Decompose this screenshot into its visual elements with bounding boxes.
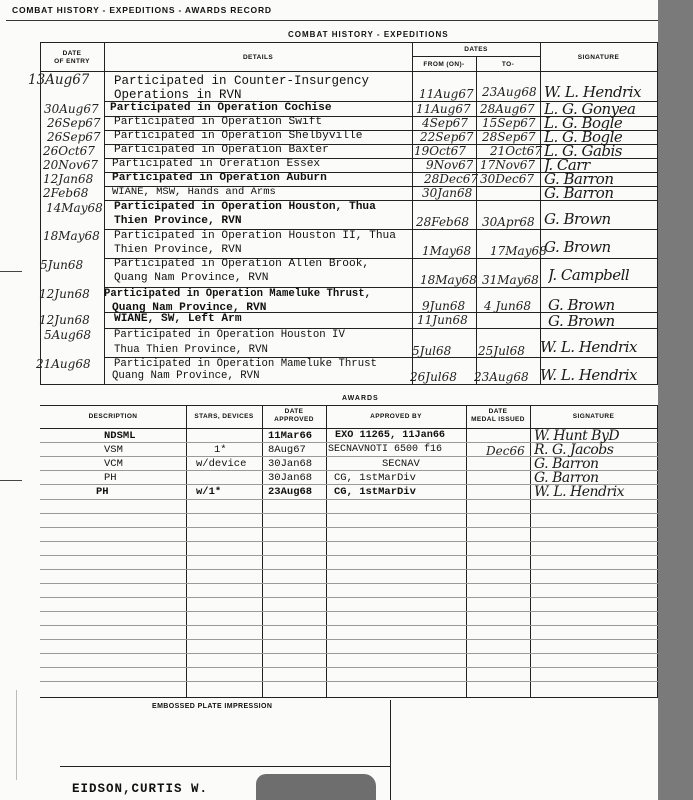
entry-detail: Participated in Oreration Essex — [112, 158, 321, 170]
entry-to-date: 23Aug68 — [474, 370, 529, 384]
award-date-approved: 30Jan68 — [268, 472, 313, 484]
entry-signature: W. L. Hendrix — [540, 366, 637, 384]
entry-to-date: 30Apr68 — [482, 215, 535, 229]
entry-from-date: 11Aug67 — [416, 102, 471, 116]
entry-detail: Participated in Operation Allen Brook, — [114, 258, 370, 270]
date-approved-header: DATE APPROVED — [274, 408, 314, 423]
entry-signature: G. Brown — [548, 296, 615, 314]
award-signature: W. L. Hendrix — [534, 484, 625, 500]
from-column-divider — [476, 56, 477, 384]
entry-date: 5Aug68 — [44, 328, 91, 342]
entry-from-date: 4Sep67 — [422, 116, 468, 130]
entry-to-date: 31May68 — [482, 273, 539, 287]
entry-detail: Participated in Operation Auburn — [112, 172, 327, 184]
entry-to-date: 30Dec67 — [480, 172, 534, 186]
entry-detail: Participated in Counter-Insurgency — [114, 74, 370, 88]
entry-signature: L. G. Bogle — [544, 114, 623, 132]
combat-header-top-rule — [40, 42, 658, 43]
award-description: PH — [104, 472, 117, 484]
entry-date: 21Aug68 — [36, 357, 91, 371]
date-medal-issued-header: DATE MEDAL ISSUED — [471, 408, 525, 423]
entry-date: 26Sep67 — [47, 116, 101, 130]
entry-to-date: 4 Jun68 — [484, 299, 531, 313]
entry-signature: G. Brown — [544, 210, 611, 228]
award-approved-by: SECNAVNOTI 6500 f16 — [328, 444, 443, 455]
award-approved-by: EXO 11265, 11Jan66 — [335, 430, 446, 441]
entry-signature: G. Barron — [544, 184, 614, 202]
entry-from-date: 11Aug67 — [419, 87, 474, 101]
entry-detail: Quang Nam Province, RVN — [112, 370, 260, 382]
award-date-approved: 23Aug68 — [268, 486, 313, 498]
award-row-rule — [40, 667, 658, 668]
form-title: COMBAT HISTORY - EXPEDITIONS - AWARDS RECORD — [12, 5, 272, 15]
award-row-rule — [40, 569, 658, 570]
page-edge-mark — [0, 480, 22, 481]
award-description: VSM — [104, 444, 123, 456]
award-row-rule — [40, 583, 658, 584]
award-row-rule — [40, 639, 658, 640]
award-description: PH — [96, 486, 109, 498]
entry-from-date: 22Sep67 — [420, 130, 474, 144]
entry-to-date: 21Oct67 — [490, 144, 542, 158]
entry-detail: WIANE, MSW, Hands and Arms — [112, 186, 276, 198]
entry-to-date: 25Jul68 — [478, 344, 525, 358]
embossed-plate-border — [390, 700, 391, 800]
entry-signature: W. L. Hendrix — [544, 83, 641, 101]
award-stars: w/1* — [196, 486, 222, 498]
award-description: NDSML — [104, 430, 136, 442]
award-row-rule — [40, 653, 658, 654]
award-date-issued: Dec66 — [486, 444, 525, 458]
entry-date: 13Aug67 — [28, 72, 90, 88]
entry-from-date: 11Jun68 — [417, 313, 468, 327]
entry-detail: Participated in Operation Mameluke Thrust — [114, 358, 377, 370]
entry-detail: Operations in RVN — [114, 88, 242, 102]
entry-to-date: 28Sep67 — [482, 130, 536, 144]
entry-from-date: 1May68 — [422, 244, 472, 258]
awards-section-title: AWARDS — [342, 395, 379, 402]
page-edge-mark — [0, 271, 22, 272]
award-signature: G. Barron — [534, 470, 599, 486]
entry-date: 2Feb68 — [43, 186, 89, 200]
approved-by-header: APPROVED BY — [370, 413, 422, 420]
award-date-approved: 30Jan68 — [268, 458, 313, 470]
embossed-plate-left-edge — [16, 690, 17, 780]
service-member-name: EIDSON,CURTIS W. — [72, 782, 209, 796]
award-signature: R. G. Jacobs — [534, 442, 614, 458]
entry-date: 26Oct67 — [43, 144, 95, 158]
entry-detail: Participated in Operation Cochise — [110, 102, 332, 114]
description-header: DESCRIPTION — [88, 413, 138, 420]
entry-to-date: 15Sep67 — [482, 116, 536, 130]
award-signature: W. Hunt ByD — [534, 428, 620, 444]
award-stars: 1* — [214, 444, 227, 456]
entry-from-date: 5Jul68 — [412, 344, 452, 358]
awards-signature-header: SIGNATURE — [572, 413, 615, 420]
entry-signature: G. Brown — [548, 312, 615, 330]
entry-from-date: 28Feb68 — [416, 215, 469, 229]
entry-detail: Thua Thien Province, RVN — [114, 344, 268, 356]
award-row-rule — [40, 513, 658, 514]
date-column-divider — [104, 42, 105, 384]
entry-detail: Thien Province, RVN — [114, 244, 242, 256]
entry-from-date: 19Oct67 — [414, 144, 466, 158]
to-header: TO- — [501, 61, 515, 68]
entry-from-date: 30Jan68 — [422, 186, 473, 200]
entry-signature: J. Carr — [544, 156, 590, 174]
entry-detail: Participated in Operation Houston, Thua — [114, 201, 376, 213]
award-description: VCM — [104, 458, 123, 470]
entry-date: 5Jun68 — [40, 258, 84, 272]
entry-from-date: 28Dec67 — [424, 172, 478, 186]
entry-from-date: 18May68 — [420, 273, 477, 287]
award-date-approved: 8Aug67 — [268, 444, 306, 456]
entry-detail: WIANE, SW, Left Arm — [114, 313, 242, 325]
entry-signature: G. Brown — [544, 238, 611, 256]
date-of-entry-header: DATE OF ENTRY — [54, 50, 90, 65]
award-date-approved: 11Mar66 — [268, 430, 313, 442]
award-row-rule — [40, 527, 658, 528]
entry-date: 12Jun68 — [39, 313, 90, 327]
redaction-block — [256, 774, 376, 800]
entry-detail: Participated in Operation Shelbyville — [114, 130, 363, 142]
award-approved-by: CG, 1stMarDiv — [334, 486, 416, 498]
entry-from-date: 9Nov67 — [426, 158, 474, 172]
combat-left-border — [40, 42, 41, 384]
dates-column-divider — [540, 42, 541, 384]
form-title-rule — [6, 20, 658, 21]
entry-detail: Participated in Operation Swift — [114, 116, 323, 128]
from-header: FROM (ON)- — [423, 61, 465, 68]
entry-to-date: 17Nov67 — [480, 158, 536, 172]
entry-detail: Quang Nam Province, RVN — [112, 302, 267, 314]
entry-to-date: 23Aug68 — [482, 85, 537, 99]
award-signature: G. Barron — [534, 456, 599, 472]
entry-detail: Participated in Operation Houston IV — [114, 329, 345, 341]
entry-date: 20Nov67 — [43, 158, 99, 172]
entry-detail: Quang Nam Province, RVN — [114, 272, 269, 284]
signature-header: SIGNATURE — [577, 54, 620, 61]
award-row-rule — [40, 555, 658, 556]
awards-bottom-rule — [40, 697, 658, 698]
embossed-plate-label: EMBOSSED PLATE IMPRESSION — [152, 703, 273, 710]
dates-header: DATES — [464, 46, 488, 53]
combat-bottom-rule — [40, 384, 658, 385]
entry-date: 12Jan68 — [43, 172, 94, 186]
award-row-rule — [40, 541, 658, 542]
scan-margin — [658, 0, 693, 800]
award-approved-by: SECNAV — [382, 458, 420, 470]
entry-signature: J. Campbell — [548, 266, 630, 284]
entry-detail: Participated in Operation Houston II, Thua — [114, 230, 396, 242]
entry-signature: G. Barron — [544, 170, 614, 188]
entry-date: 12Jun68 — [39, 287, 90, 301]
details-header: DETAILS — [242, 54, 274, 61]
embossed-plate-line — [60, 766, 390, 767]
entry-from-date: 26Jul68 — [410, 370, 457, 384]
entry-detail: Participated in Operation Baxter — [114, 144, 329, 156]
combat-section-title: COMBAT HISTORY - EXPEDITIONS — [288, 30, 449, 39]
award-row-rule — [40, 681, 658, 682]
entry-date: 30Aug67 — [44, 102, 99, 116]
details-column-divider — [412, 42, 413, 384]
entry-date: 14May68 — [46, 201, 103, 215]
entry-date: 26Sep67 — [47, 130, 101, 144]
entry-to-date: 28Aug67 — [480, 102, 535, 116]
entry-signature: L. G. Gabis — [544, 142, 623, 160]
entry-signature: L. G. Bogle — [544, 128, 623, 146]
entry-signature: W. L. Hendrix — [540, 338, 637, 356]
entry-detail: Thien Province, RVN — [114, 215, 242, 227]
entry-detail: Participated in Operation Mameluke Thrust, — [104, 288, 372, 300]
award-approved-by: CG, 1stMarDiv — [334, 472, 416, 484]
stars-devices-header: STARS, DEVICES — [194, 413, 254, 420]
award-row-rule — [40, 611, 658, 612]
entry-signature: L. G. Gonyea — [544, 100, 636, 118]
awards-header-top-rule — [40, 405, 658, 406]
combat-header-bottom-rule — [40, 71, 658, 72]
entry-to-date: 17May68 — [490, 244, 547, 258]
award-row-rule — [40, 625, 658, 626]
award-stars: w/device — [196, 458, 247, 470]
entry-from-date: 9Jun68 — [422, 299, 466, 313]
entry-date: 18May68 — [43, 229, 100, 243]
award-row-rule — [40, 597, 658, 598]
